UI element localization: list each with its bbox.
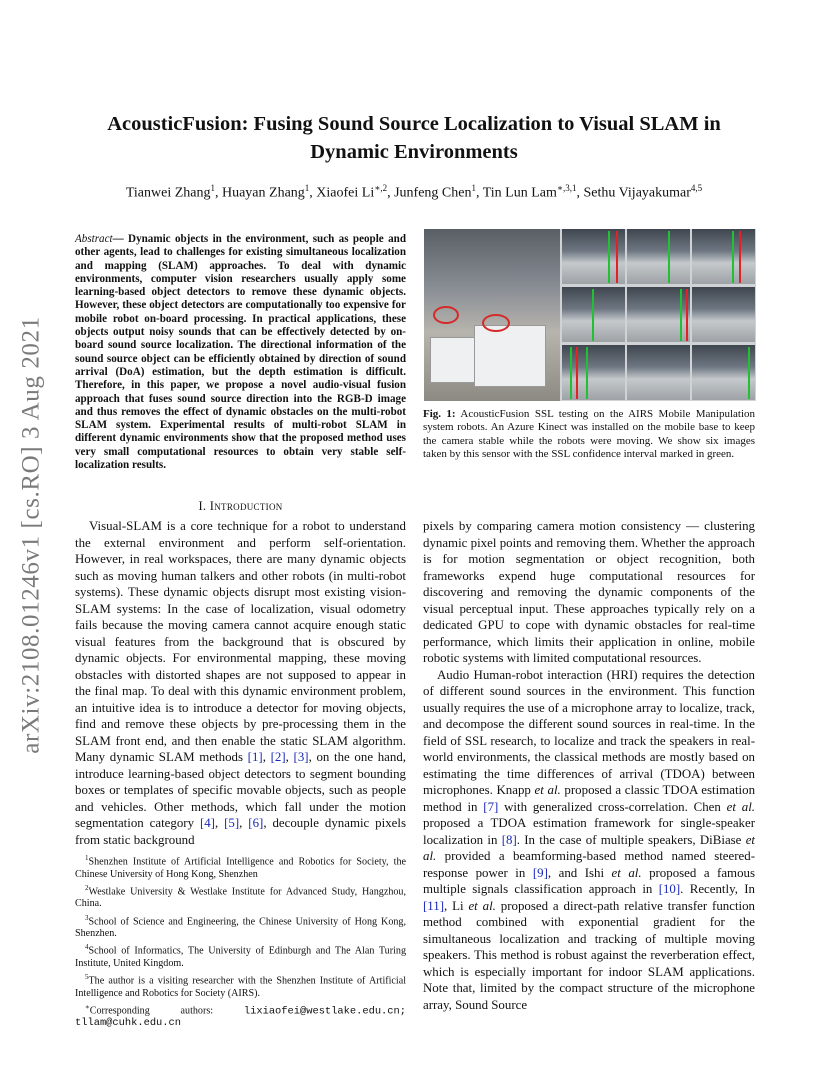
microphone-marker [433, 306, 459, 324]
body-text: provided a beamforming-based method named steered-response power in [423, 849, 755, 880]
intro-right-column [423, 518, 755, 1013]
abstract [75, 233, 406, 472]
footnote-mark: 4 [85, 943, 89, 952]
arxiv-id: arXiv:2108.01246v1 [cs.RO] 3 Aug 2021 [18, 316, 46, 754]
camera-thumbnail [627, 229, 690, 284]
body-text: . Recently, In [680, 882, 755, 896]
footnote-mark: 1 [85, 854, 89, 862]
author-affiliation: ∗,2 [374, 183, 388, 193]
ssl-interval-line [680, 289, 682, 341]
author-name: Junfeng Chen [394, 185, 472, 201]
figure-label: Fig. 1: [423, 408, 456, 420]
email-link[interactable]: lixiaofei@westlake.edu.cn; [243, 1005, 406, 1018]
author-name: Xiaofei Li [316, 185, 375, 201]
camera-thumbnail [692, 229, 755, 284]
ssl-interval-line [732, 231, 734, 283]
footnote [75, 971, 406, 1000]
body-text: , and Ishi [547, 865, 612, 880]
intro-paragraph [423, 667, 755, 1014]
body-text: et al. [468, 898, 496, 913]
section-title: Introduction [209, 499, 283, 513]
body-text: et al. [534, 783, 561, 797]
footnote-mark: 3 [85, 913, 89, 922]
author-affiliation: 1 [471, 183, 476, 193]
ssl-detection-line [616, 231, 618, 283]
citation-link[interactable]: [9] [532, 865, 548, 880]
section-number: I. [198, 499, 207, 513]
citation-link[interactable]: [4] [199, 816, 215, 830]
footnote [75, 941, 406, 970]
figure-caption [423, 408, 755, 461]
author-affiliation: 4,5 [690, 183, 703, 193]
footnote-text: School of Science and Engineering, the Chinese University of Hong Kong, Shenzhen. [75, 915, 406, 940]
ssl-interval-line [592, 289, 594, 341]
figure-image [424, 229, 756, 401]
citation-link[interactable]: [8] [501, 832, 517, 847]
ssl-interval-line [586, 347, 588, 399]
footnote-text: Corresponding authors: [89, 1005, 214, 1017]
footnote-mark: 2 [85, 883, 89, 892]
ssl-detection-line [739, 231, 741, 283]
author-name: Huayan Zhang [221, 185, 305, 201]
camera-thumbnail [692, 345, 755, 400]
body-text: , Li [444, 898, 469, 913]
body-text: with generalized cross-correlation. Chen [498, 799, 727, 814]
body-text: , [239, 816, 249, 830]
abstract-text: — Dynamic objects in the environment, such as people and other agents, lead to challenges for existing simultaneous localization and mapping (SLAM) approaches. To deal with dynamic environments, computer vision researchers usually apply some learning-based object detectors to remove these dynamic objects. However, these object detectors are computationally too expensive for mobile robot on-board processing. In practical applications, these objects output noisy sounds that can be effectively detected by on-board sound source localization. The directional information of the sound source object can be efficiently obtained by direction of sound arrival (DoA) estimation, but the depth estimation is difficult. Therefore, in this paper, we propose a novel audio-visual fusion approach that fuses sound source direction into the RGB-D image and thus removes the effect of dynamic obstacles on the multi-robot SLAM system. Experimental results of multi-robot SLAM in different dynamic environments show that the proposed method uses very small computational resources to obtain very stable self-localization results. [75, 233, 406, 472]
abstract-label: Abstract [75, 233, 113, 245]
footnote-text: The author is a visiting researcher with the Shenzhen Institute of Artificial Intelligence and Robotics for Society (AIRS). [75, 975, 406, 999]
section-heading [75, 499, 406, 514]
footnote [75, 852, 406, 881]
author-name: Sethu Vijayakumar [583, 185, 691, 201]
citation-link[interactable]: [6] [248, 816, 264, 830]
body-text: , [214, 816, 225, 830]
ssl-interval-line [608, 231, 610, 283]
body-text: et al. [611, 865, 642, 880]
body-text: , [262, 750, 271, 764]
body-text: proposed a classic TDOA estimation method in [423, 783, 756, 814]
author-name: Tin Lun Lam [482, 185, 557, 201]
ssl-detection-line [576, 347, 578, 399]
camera-thumbnail [627, 345, 690, 400]
body-text: , decouple dynamic pixels from static background [75, 816, 406, 847]
arxiv-stamp [10, 300, 54, 770]
citation-link[interactable]: [2] [270, 750, 286, 764]
ssl-detection-line [686, 289, 688, 341]
camera-thumbnail [692, 287, 755, 342]
author-list: Tianwei Zhang$^1$, Huayan Zhang$^1$, Xiaofei $Li^{∗,2}$, Junfeng Chen$^1$, Tin Lun Lam$^{∗,3,1}$, Sethu Vijayakumar$^{4,5}$ [125, 183, 703, 201]
footnote-mark: 5 [85, 973, 89, 982]
footnote-text: School of Informatics, The University of Edinburgh and The Alan Turing Institute, United Kingdom. [75, 945, 406, 969]
author-affiliation: ∗,3,1 [556, 183, 577, 193]
footnote [75, 912, 406, 941]
body-text: , [285, 750, 294, 764]
body-text: . In the case of multiple speakers, DiBiase [516, 832, 746, 847]
footnote-text: Shenzhen Institute of Artificial Intelligence and Robotics for Society, the Chinese University of Hong Kong, Shenzhen [75, 856, 406, 880]
citation-link[interactable]: [5] [224, 816, 240, 830]
citation-link[interactable]: [10] [658, 882, 681, 896]
body-text: Visual-SLAM is a core technique for a robot to understand the external environment and perform self-orientation. However, in real workspaces, there are many dynamic objects such as moving human talkers and other robots (in multi-robot systems). These dynamic objects disrupt most existing vision-SLAM systems: In the case of localization, visual odometry fails because the moving camera cannot acquire enough static visual features from the background that is obscured by dynamic objects. For environmental mapping, these moving obstacles with distorted shapes are not supposed to appear in the final map. To deal with this dynamic environment problem, an intuitive idea is to introduce a detector for moving objects, find and remove these objects by pre-processing them in the SLAM front end, and then enable the static SLAM algorithm. Many dynamic SLAM methods [75, 519, 406, 764]
body-text: proposed a direct-path relative transfer function method combined with exponential gradient for the simultaneous localization and tracking of multiple moving speakers. This method is robust against the reverberation effect, which is especially important for indoor SLAM applications. Note that, limited by the compact structure of the microphone array, Sound Source [423, 898, 755, 1012]
robot-base [474, 325, 546, 387]
intro-left-column [75, 518, 406, 848]
ssl-interval-line [748, 347, 750, 399]
paper-title [70, 110, 758, 166]
camera-image-grid [562, 229, 756, 401]
body-text: et al. [726, 799, 756, 814]
author-affiliation: 1 [210, 183, 215, 193]
footnote-text: Westlake University & Westlake Institute for Advanced Study, Hangzhou, China. [75, 886, 406, 910]
ssl-interval-line [668, 231, 670, 283]
intro-paragraph: pixels by comparing camera motion consistency — clustering dynamic pixel points and removing them. Whether the approach is for motion segmentation or object recognition, both frameworks expend huge computational resources for discovering and removing the dynamic components of the visual perceptual input. These approaches typically rely on a dedicated GPU to cope with dynamic obstacles for real-time performance, which limits their application in online, mobile robotic systems with limited computational resources. [423, 519, 755, 665]
email-link[interactable]: tllam@cuhk.edu.cn [75, 1017, 182, 1030]
author-affiliation: 1 [304, 183, 310, 193]
corresponding-footnote [75, 1001, 406, 1030]
microphone-marker [482, 314, 510, 332]
ssl-interval-line [570, 347, 572, 399]
body-text: et al. [423, 832, 755, 863]
footnote [75, 882, 406, 911]
robot-photo [424, 229, 560, 401]
title-line-2: Dynamic Environments [310, 141, 518, 163]
citation-link[interactable]: [11] [423, 898, 444, 913]
citation-link[interactable]: [3] [293, 750, 309, 764]
body-text: Audio Human-robot interaction (HRI) requires the detection of different sound sources in the environment. This function usually requires the use of a microphone array to localize, track, and decompose the different sound sources in real-time. In the field of SSL research, to localize and track the speakers in real-world environments, the classical methods are mostly based on estimating the time differences of arrival (TDOA) between microphones. Knapp [423, 667, 755, 797]
footnote-mark: ∗ [85, 1002, 90, 1011]
footnotes [75, 852, 406, 1031]
intro-paragraph [75, 518, 406, 848]
citation-link[interactable]: [7] [483, 799, 499, 814]
body-text: proposed a famous multiple signals classification approach in [423, 865, 755, 896]
author-name: Tianwei Zhang [125, 185, 211, 201]
citation-link[interactable]: [1] [247, 750, 263, 764]
body-text: proposed a TDOA estimation framework for single-speaker localization in [423, 816, 755, 847]
caption-text: AcousticFusion SSL testing on the AIRS Mobile Manipulation system robots. An Azure Kinect was installed on the mobile base to keep the camera stable while the robots were moving. We show six images taken by this sensor with the SSL confidence interval marked in green. [423, 408, 755, 460]
body-text: , on the one hand, introduce learning-based object detectors to segment bounding boxes or templates of specific movable objects, such as people and vehicles. Other methods, which fall under the motion segmentation category [75, 750, 407, 830]
title-line-1: AcousticFusion: Fusing Sound Source Localization to Visual SLAM in [107, 113, 721, 135]
